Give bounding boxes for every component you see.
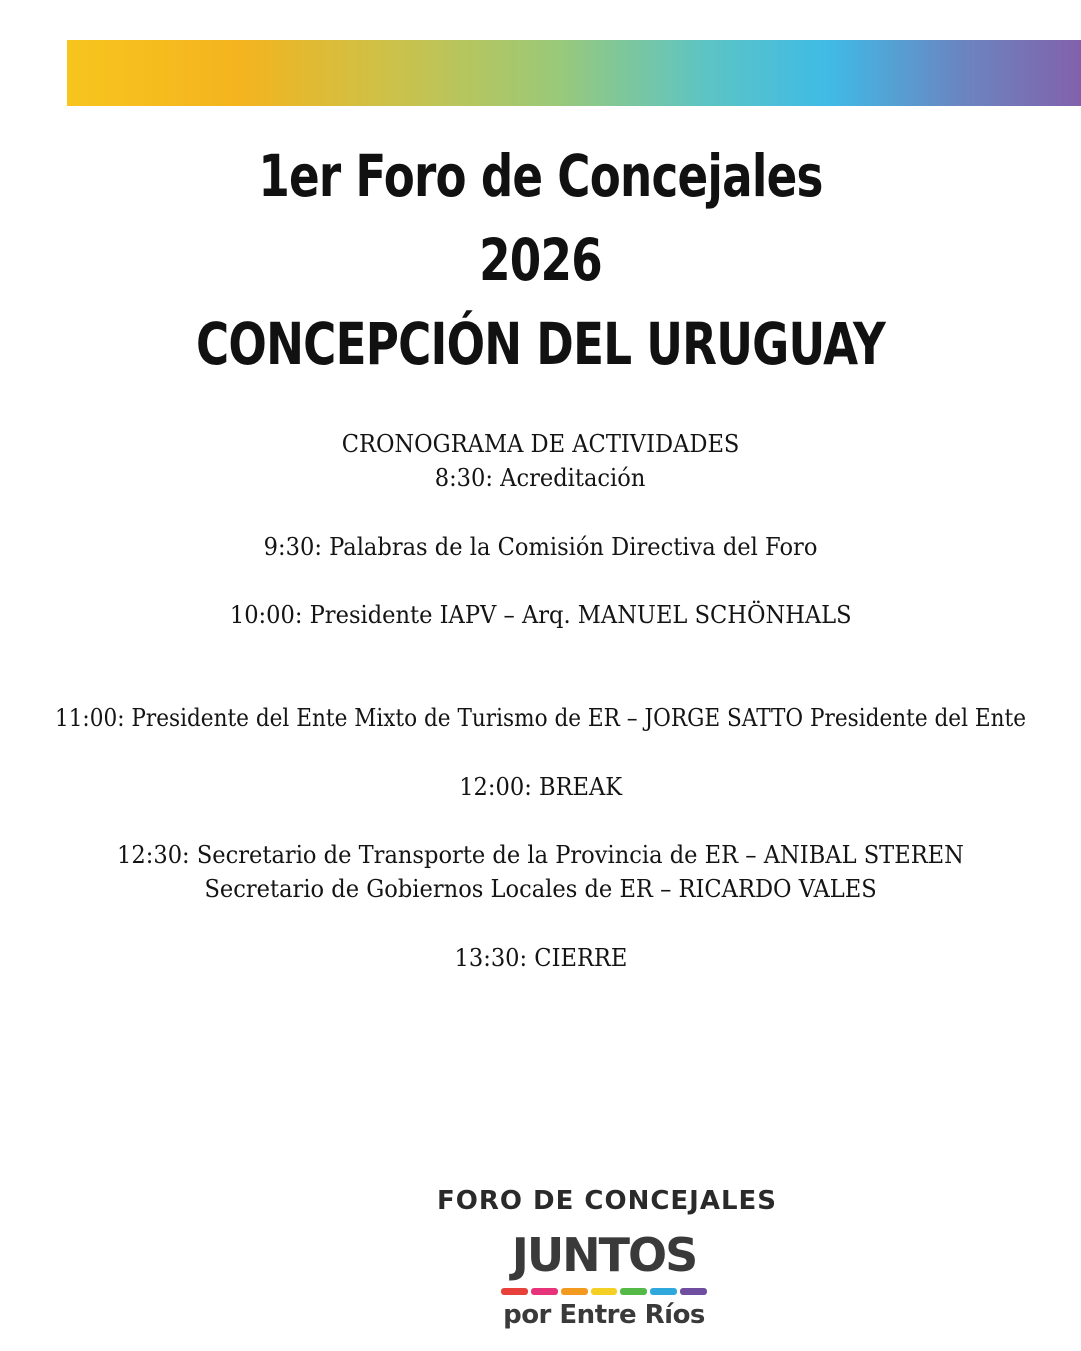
title-line-1: 1er Foro de Concejales bbox=[258, 142, 823, 210]
schedule-heading: CRONOGRAMA DE ACTIVIDADES bbox=[341, 430, 740, 458]
header-gradient-bar bbox=[67, 40, 1081, 106]
schedule-item: 12:30: Secretario de Transporte de la Provincia de ER – ANIBAL STEREN bbox=[117, 841, 964, 869]
stripe-segment bbox=[680, 1288, 707, 1295]
title-line-3: CONCEPCIÓN DEL URUGUAY bbox=[195, 310, 885, 378]
stripe-segment bbox=[501, 1288, 528, 1295]
title-line-2: 2026 bbox=[479, 226, 602, 294]
stripe-segment bbox=[591, 1288, 618, 1295]
schedule-item: 11:00: Presidente del Ente Mixto de Turismo de ER – JORGE SATTO Presidente del Ente bbox=[54, 704, 1027, 732]
juntos-logo-subtitle: por Entre Ríos bbox=[503, 1300, 705, 1330]
schedule-item: 13:30: CIERRE bbox=[454, 944, 627, 972]
stripe-segment bbox=[531, 1288, 558, 1295]
stripe-segment bbox=[561, 1288, 588, 1295]
schedule-item: 12:00: BREAK bbox=[459, 773, 622, 801]
footer-title: FORO DE CONCEJALES bbox=[436, 1186, 778, 1216]
schedule-item: Secretario de Gobiernos Locales de ER – RICARDO VALES bbox=[204, 875, 877, 903]
schedule-item: 8:30: Acreditación bbox=[435, 464, 646, 492]
juntos-logo-wordmark: JUNTOS bbox=[511, 1228, 697, 1282]
stripe-segment bbox=[650, 1288, 677, 1295]
schedule-item: 10:00: Presidente IAPV – Arq. MANUEL SCHÖNHALS bbox=[229, 601, 852, 629]
schedule-item: 9:30: Palabras de la Comisión Directiva del Foro bbox=[263, 533, 818, 561]
juntos-logo-color-stripe bbox=[501, 1288, 707, 1295]
stripe-segment bbox=[620, 1288, 647, 1295]
event-title bbox=[0, 134, 1081, 386]
